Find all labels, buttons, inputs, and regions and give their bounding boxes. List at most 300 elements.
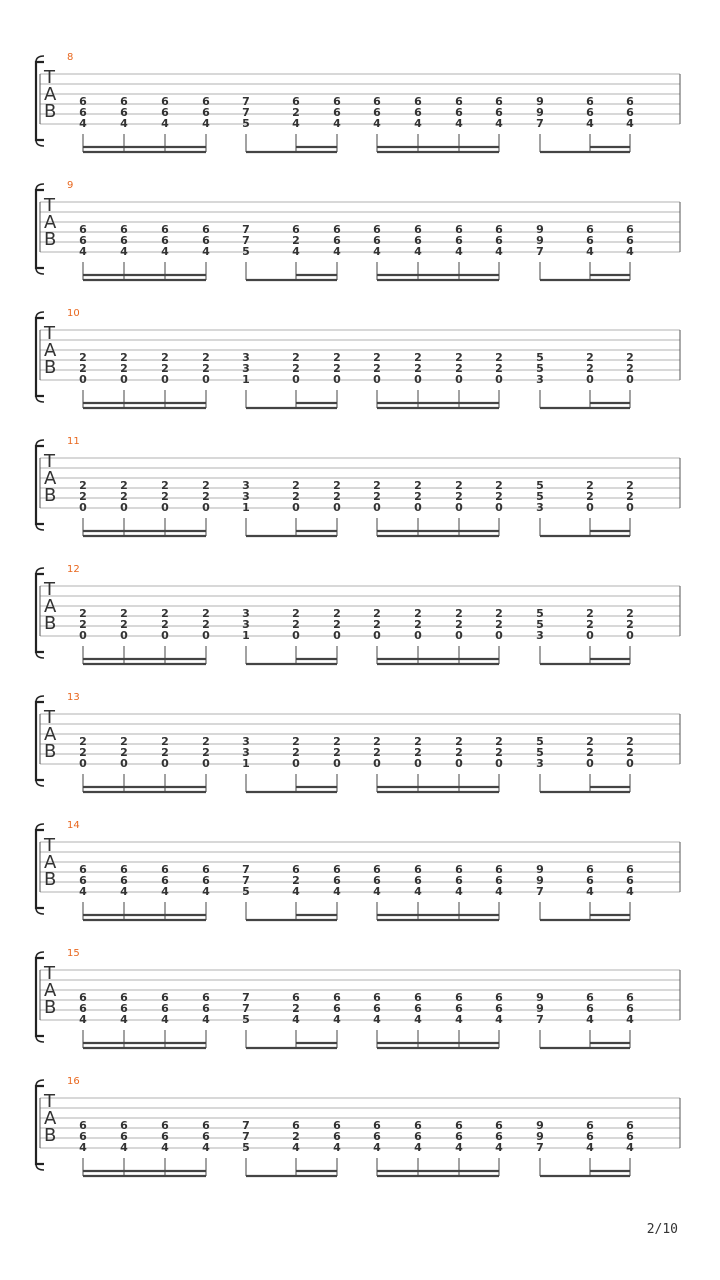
fret-number: 6 — [373, 1130, 381, 1143]
fret-number: 6 — [333, 1130, 341, 1143]
fret-number: 2 — [626, 362, 634, 375]
fret-number: 4 — [626, 885, 634, 898]
fret-number: 2 — [202, 479, 210, 492]
fret-number: 6 — [455, 1130, 463, 1143]
fret-number: 0 — [120, 629, 128, 642]
fret-number: 4 — [292, 885, 300, 898]
fret-number: 6 — [626, 863, 634, 876]
fret-number: 5 — [536, 735, 544, 748]
fret-number: 2 — [79, 618, 87, 631]
fret-number: 6 — [586, 95, 594, 108]
fret-number: 4 — [495, 1013, 503, 1026]
fret-number: 5 — [536, 479, 544, 492]
fret-number: 7 — [242, 106, 250, 119]
fret-number: 6 — [414, 106, 422, 119]
fret-number: 2 — [333, 490, 341, 503]
fret-number: 6 — [373, 1002, 381, 1015]
fret-number: 6 — [414, 1119, 422, 1132]
tab-staff — [0, 692, 720, 812]
measure-number: 10 — [67, 308, 80, 319]
fret-number: 4 — [495, 245, 503, 258]
fret-number: 3 — [242, 351, 250, 364]
fret-number: 2 — [455, 351, 463, 364]
fret-number: 2 — [79, 746, 87, 759]
fret-number: 4 — [586, 117, 594, 130]
fret-number: 2 — [79, 362, 87, 375]
fret-number: 2 — [455, 362, 463, 375]
fret-number: 4 — [333, 1141, 341, 1154]
fret-number: 6 — [161, 863, 169, 876]
fret-number: 2 — [373, 746, 381, 759]
tab-clef-letter: B — [44, 997, 57, 1018]
fret-number: 6 — [79, 95, 87, 108]
tab-clef-letter: T — [44, 323, 55, 344]
fret-number: 4 — [455, 1141, 463, 1154]
fret-number: 6 — [586, 863, 594, 876]
fret-number: 2 — [79, 351, 87, 364]
fret-number: 6 — [292, 991, 300, 1004]
fret-number: 2 — [373, 351, 381, 364]
fret-number: 7 — [242, 223, 250, 236]
fret-number: 3 — [242, 479, 250, 492]
fret-number: 6 — [79, 234, 87, 247]
fret-number: 6 — [455, 1002, 463, 1015]
fret-number: 6 — [626, 1119, 634, 1132]
fret-number: 2 — [292, 746, 300, 759]
fret-number: 6 — [586, 106, 594, 119]
tab-clef-letter: B — [44, 485, 57, 506]
fret-number: 7 — [242, 234, 250, 247]
fret-number: 2 — [414, 362, 422, 375]
fret-number: 2 — [373, 618, 381, 631]
fret-number: 6 — [79, 874, 87, 887]
fret-number: 0 — [79, 501, 87, 514]
fret-number: 4 — [414, 1013, 422, 1026]
fret-number: 2 — [161, 735, 169, 748]
tab-system — [0, 436, 720, 556]
fret-number: 2 — [161, 479, 169, 492]
fret-number: 6 — [333, 106, 341, 119]
fret-number: 2 — [292, 351, 300, 364]
tab-clef-letter: A — [44, 84, 57, 105]
fret-number: 0 — [292, 757, 300, 770]
fret-number: 6 — [292, 223, 300, 236]
tab-staff — [0, 180, 720, 300]
fret-number: 6 — [495, 1130, 503, 1143]
fret-number: 6 — [333, 234, 341, 247]
fret-number: 0 — [626, 373, 634, 386]
fret-number: 0 — [373, 629, 381, 642]
tab-clef-letter: A — [44, 468, 57, 489]
fret-number: 2 — [292, 490, 300, 503]
fret-number: 6 — [586, 991, 594, 1004]
fret-number: 4 — [586, 1141, 594, 1154]
fret-number: 6 — [495, 95, 503, 108]
fret-number: 2 — [626, 607, 634, 620]
fret-number: 0 — [495, 373, 503, 386]
fret-number: 0 — [455, 629, 463, 642]
fret-number: 2 — [414, 735, 422, 748]
fret-number: 6 — [161, 234, 169, 247]
fret-number: 6 — [373, 223, 381, 236]
fret-number: 2 — [586, 362, 594, 375]
tab-staff — [0, 948, 720, 1068]
tab-clef-letter: B — [44, 613, 57, 634]
measure-number: 13 — [67, 692, 80, 703]
fret-number: 6 — [455, 991, 463, 1004]
fret-number: 4 — [202, 1013, 210, 1026]
fret-number: 4 — [161, 885, 169, 898]
fret-number: 6 — [161, 991, 169, 1004]
tab-clef-letter: A — [44, 1108, 57, 1129]
fret-number: 2 — [373, 479, 381, 492]
fret-number: 0 — [202, 373, 210, 386]
fret-number: 2 — [120, 735, 128, 748]
fret-number: 6 — [414, 223, 422, 236]
fret-number: 2 — [414, 479, 422, 492]
fret-number: 6 — [202, 1130, 210, 1143]
fret-number: 9 — [536, 95, 544, 108]
fret-number: 2 — [626, 490, 634, 503]
fret-number: 6 — [626, 234, 634, 247]
fret-number: 6 — [373, 234, 381, 247]
fret-number: 6 — [495, 874, 503, 887]
measure-number: 9 — [67, 180, 74, 191]
fret-number: 2 — [586, 490, 594, 503]
fret-number: 4 — [626, 1013, 634, 1026]
fret-number: 4 — [333, 1013, 341, 1026]
fret-number: 6 — [202, 1002, 210, 1015]
fret-number: 6 — [414, 874, 422, 887]
fret-number: 1 — [242, 373, 250, 386]
fret-number: 6 — [292, 863, 300, 876]
fret-number: 2 — [120, 618, 128, 631]
fret-number: 6 — [79, 106, 87, 119]
fret-number: 4 — [161, 117, 169, 130]
fret-number: 6 — [161, 874, 169, 887]
fret-number: 0 — [373, 501, 381, 514]
fret-number: 3 — [242, 607, 250, 620]
tab-staff — [0, 308, 720, 428]
fret-number: 2 — [455, 618, 463, 631]
fret-number: 5 — [242, 1013, 250, 1026]
fret-number: 4 — [414, 245, 422, 258]
tab-clef-letter: A — [44, 596, 57, 617]
tab-system — [0, 692, 720, 812]
fret-number: 6 — [202, 234, 210, 247]
fret-number: 3 — [536, 629, 544, 642]
fret-number: 0 — [495, 629, 503, 642]
tab-clef-letter: B — [44, 741, 57, 762]
fret-number: 2 — [414, 618, 422, 631]
fret-number: 6 — [373, 991, 381, 1004]
fret-number: 2 — [202, 735, 210, 748]
fret-number: 0 — [414, 629, 422, 642]
fret-number: 7 — [242, 863, 250, 876]
fret-number: 6 — [292, 1119, 300, 1132]
fret-number: 2 — [161, 618, 169, 631]
fret-number: 2 — [495, 351, 503, 364]
fret-number: 6 — [414, 1130, 422, 1143]
fret-number: 2 — [161, 362, 169, 375]
tab-clef-letter: A — [44, 340, 57, 361]
measure-number: 12 — [67, 564, 80, 575]
fret-number: 5 — [242, 1141, 250, 1154]
fret-number: 2 — [455, 479, 463, 492]
fret-number: 7 — [536, 117, 544, 130]
fret-number: 6 — [455, 106, 463, 119]
fret-number: 0 — [626, 757, 634, 770]
fret-number: 4 — [586, 885, 594, 898]
fret-number: 2 — [495, 479, 503, 492]
fret-number: 4 — [161, 1141, 169, 1154]
fret-number: 6 — [161, 1130, 169, 1143]
fret-number: 6 — [79, 223, 87, 236]
fret-number: 4 — [292, 245, 300, 258]
fret-number: 2 — [495, 362, 503, 375]
fret-number: 4 — [292, 1141, 300, 1154]
fret-number: 6 — [586, 874, 594, 887]
fret-number: 2 — [120, 351, 128, 364]
fret-number: 2 — [202, 362, 210, 375]
fret-number: 2 — [292, 106, 300, 119]
fret-number: 5 — [536, 607, 544, 620]
fret-number: 6 — [202, 863, 210, 876]
fret-number: 7 — [242, 1130, 250, 1143]
tab-staff — [0, 1076, 720, 1196]
fret-number: 6 — [120, 234, 128, 247]
fret-number: 6 — [495, 106, 503, 119]
fret-number: 1 — [242, 757, 250, 770]
fret-number: 0 — [414, 757, 422, 770]
fret-number: 7 — [536, 885, 544, 898]
fret-number: 2 — [586, 479, 594, 492]
fret-number: 9 — [536, 106, 544, 119]
fret-number: 6 — [333, 863, 341, 876]
fret-number: 4 — [455, 245, 463, 258]
fret-number: 7 — [242, 991, 250, 1004]
fret-number: 6 — [333, 1119, 341, 1132]
fret-number: 4 — [79, 1013, 87, 1026]
fret-number: 6 — [120, 1130, 128, 1143]
fret-number: 2 — [333, 479, 341, 492]
fret-number: 0 — [495, 757, 503, 770]
fret-number: 2 — [292, 1130, 300, 1143]
fret-number: 6 — [586, 1130, 594, 1143]
fret-number: 6 — [586, 1002, 594, 1015]
fret-number: 2 — [292, 479, 300, 492]
fret-number: 0 — [120, 373, 128, 386]
fret-number: 3 — [536, 501, 544, 514]
fret-number: 6 — [373, 874, 381, 887]
fret-number: 4 — [161, 245, 169, 258]
fret-number: 6 — [120, 1119, 128, 1132]
fret-number: 0 — [586, 501, 594, 514]
fret-number: 6 — [202, 95, 210, 108]
fret-number: 6 — [333, 991, 341, 1004]
fret-number: 4 — [626, 245, 634, 258]
fret-number: 6 — [495, 234, 503, 247]
fret-number: 4 — [414, 1141, 422, 1154]
fret-number: 4 — [333, 117, 341, 130]
tab-clef-letter: B — [44, 1125, 57, 1146]
fret-number: 2 — [202, 607, 210, 620]
tab-clef-letter: T — [44, 963, 55, 984]
measure-number: 14 — [67, 820, 80, 831]
fret-number: 4 — [626, 117, 634, 130]
fret-number: 6 — [414, 863, 422, 876]
fret-number: 0 — [586, 757, 594, 770]
fret-number: 3 — [242, 746, 250, 759]
fret-number: 6 — [202, 106, 210, 119]
fret-number: 6 — [202, 1119, 210, 1132]
fret-number: 6 — [79, 863, 87, 876]
tab-clef-letter: B — [44, 869, 57, 890]
fret-number: 0 — [626, 629, 634, 642]
tab-system — [0, 1076, 720, 1196]
fret-number: 6 — [373, 1119, 381, 1132]
fret-number: 3 — [536, 757, 544, 770]
fret-number: 6 — [120, 95, 128, 108]
fret-number: 2 — [414, 746, 422, 759]
fret-number: 4 — [373, 117, 381, 130]
fret-number: 4 — [455, 117, 463, 130]
fret-number: 6 — [79, 1119, 87, 1132]
fret-number: 4 — [202, 1141, 210, 1154]
fret-number: 9 — [536, 1130, 544, 1143]
fret-number: 6 — [626, 874, 634, 887]
fret-number: 6 — [455, 234, 463, 247]
fret-number: 6 — [495, 1002, 503, 1015]
fret-number: 2 — [455, 746, 463, 759]
fret-number: 3 — [242, 362, 250, 375]
fret-number: 6 — [202, 874, 210, 887]
fret-number: 2 — [292, 234, 300, 247]
fret-number: 0 — [586, 629, 594, 642]
fret-number: 0 — [120, 501, 128, 514]
fret-number: 2 — [120, 746, 128, 759]
fret-number: 6 — [495, 863, 503, 876]
tab-system — [0, 564, 720, 684]
fret-number: 6 — [626, 1002, 634, 1015]
fret-number: 0 — [79, 373, 87, 386]
fret-number: 2 — [333, 351, 341, 364]
fret-number: 0 — [373, 757, 381, 770]
fret-number: 2 — [414, 607, 422, 620]
fret-number: 5 — [242, 117, 250, 130]
fret-number: 4 — [586, 1013, 594, 1026]
fret-number: 6 — [120, 1002, 128, 1015]
tab-system — [0, 308, 720, 428]
fret-number: 7 — [536, 1013, 544, 1026]
fret-number: 0 — [495, 501, 503, 514]
fret-number: 6 — [626, 223, 634, 236]
fret-number: 6 — [79, 1002, 87, 1015]
fret-number: 3 — [242, 618, 250, 631]
fret-number: 7 — [536, 245, 544, 258]
fret-number: 0 — [455, 373, 463, 386]
fret-number: 6 — [495, 991, 503, 1004]
fret-number: 2 — [626, 735, 634, 748]
fret-number: 2 — [373, 735, 381, 748]
tab-clef-letter: A — [44, 212, 57, 233]
fret-number: 0 — [333, 373, 341, 386]
tab-clef-letter: A — [44, 724, 57, 745]
tab-clef-letter: T — [44, 195, 55, 216]
fret-number: 4 — [373, 885, 381, 898]
tab-clef-letter: T — [44, 579, 55, 600]
measure-number: 11 — [67, 436, 80, 447]
tab-clef-letter: A — [44, 980, 57, 1001]
fret-number: 4 — [292, 117, 300, 130]
fret-number: 4 — [202, 117, 210, 130]
fret-number: 7 — [242, 1119, 250, 1132]
fret-number: 2 — [333, 746, 341, 759]
page-number: 2/10 — [646, 1222, 678, 1237]
fret-number: 2 — [414, 490, 422, 503]
fret-number: 6 — [120, 106, 128, 119]
fret-number: 6 — [161, 95, 169, 108]
tab-clef-letter: T — [44, 1091, 55, 1112]
tab-staff — [0, 52, 720, 172]
fret-number: 4 — [495, 1141, 503, 1154]
fret-number: 2 — [79, 479, 87, 492]
fret-number: 6 — [120, 863, 128, 876]
fret-number: 2 — [120, 607, 128, 620]
fret-number: 0 — [120, 757, 128, 770]
fret-number: 4 — [495, 885, 503, 898]
fret-number: 6 — [120, 223, 128, 236]
fret-number: 2 — [202, 490, 210, 503]
fret-number: 6 — [373, 95, 381, 108]
tab-clef-letter: B — [44, 101, 57, 122]
fret-number: 0 — [373, 373, 381, 386]
fret-number: 4 — [292, 1013, 300, 1026]
fret-number: 2 — [292, 874, 300, 887]
fret-number: 6 — [414, 95, 422, 108]
fret-number: 6 — [455, 874, 463, 887]
tab-clef-letter: T — [44, 451, 55, 472]
fret-number: 4 — [455, 1013, 463, 1026]
fret-number: 2 — [414, 351, 422, 364]
fret-number: 9 — [536, 223, 544, 236]
fret-number: 4 — [414, 117, 422, 130]
fret-number: 2 — [120, 490, 128, 503]
fret-number: 2 — [455, 735, 463, 748]
fret-number: 0 — [333, 757, 341, 770]
fret-number: 0 — [455, 501, 463, 514]
fret-number: 2 — [333, 735, 341, 748]
fret-number: 4 — [202, 885, 210, 898]
fret-number: 2 — [455, 490, 463, 503]
fret-number: 6 — [333, 1002, 341, 1015]
fret-number: 0 — [161, 629, 169, 642]
fret-number: 2 — [161, 490, 169, 503]
fret-number: 0 — [455, 757, 463, 770]
fret-number: 2 — [202, 618, 210, 631]
fret-number: 6 — [586, 1119, 594, 1132]
tab-clef-letter: B — [44, 229, 57, 250]
fret-number: 2 — [161, 351, 169, 364]
fret-number: 5 — [536, 351, 544, 364]
fret-number: 4 — [333, 245, 341, 258]
fret-number: 2 — [495, 735, 503, 748]
fret-number: 6 — [626, 106, 634, 119]
fret-number: 5 — [536, 362, 544, 375]
fret-number: 2 — [373, 490, 381, 503]
fret-number: 4 — [333, 885, 341, 898]
fret-number: 2 — [333, 618, 341, 631]
